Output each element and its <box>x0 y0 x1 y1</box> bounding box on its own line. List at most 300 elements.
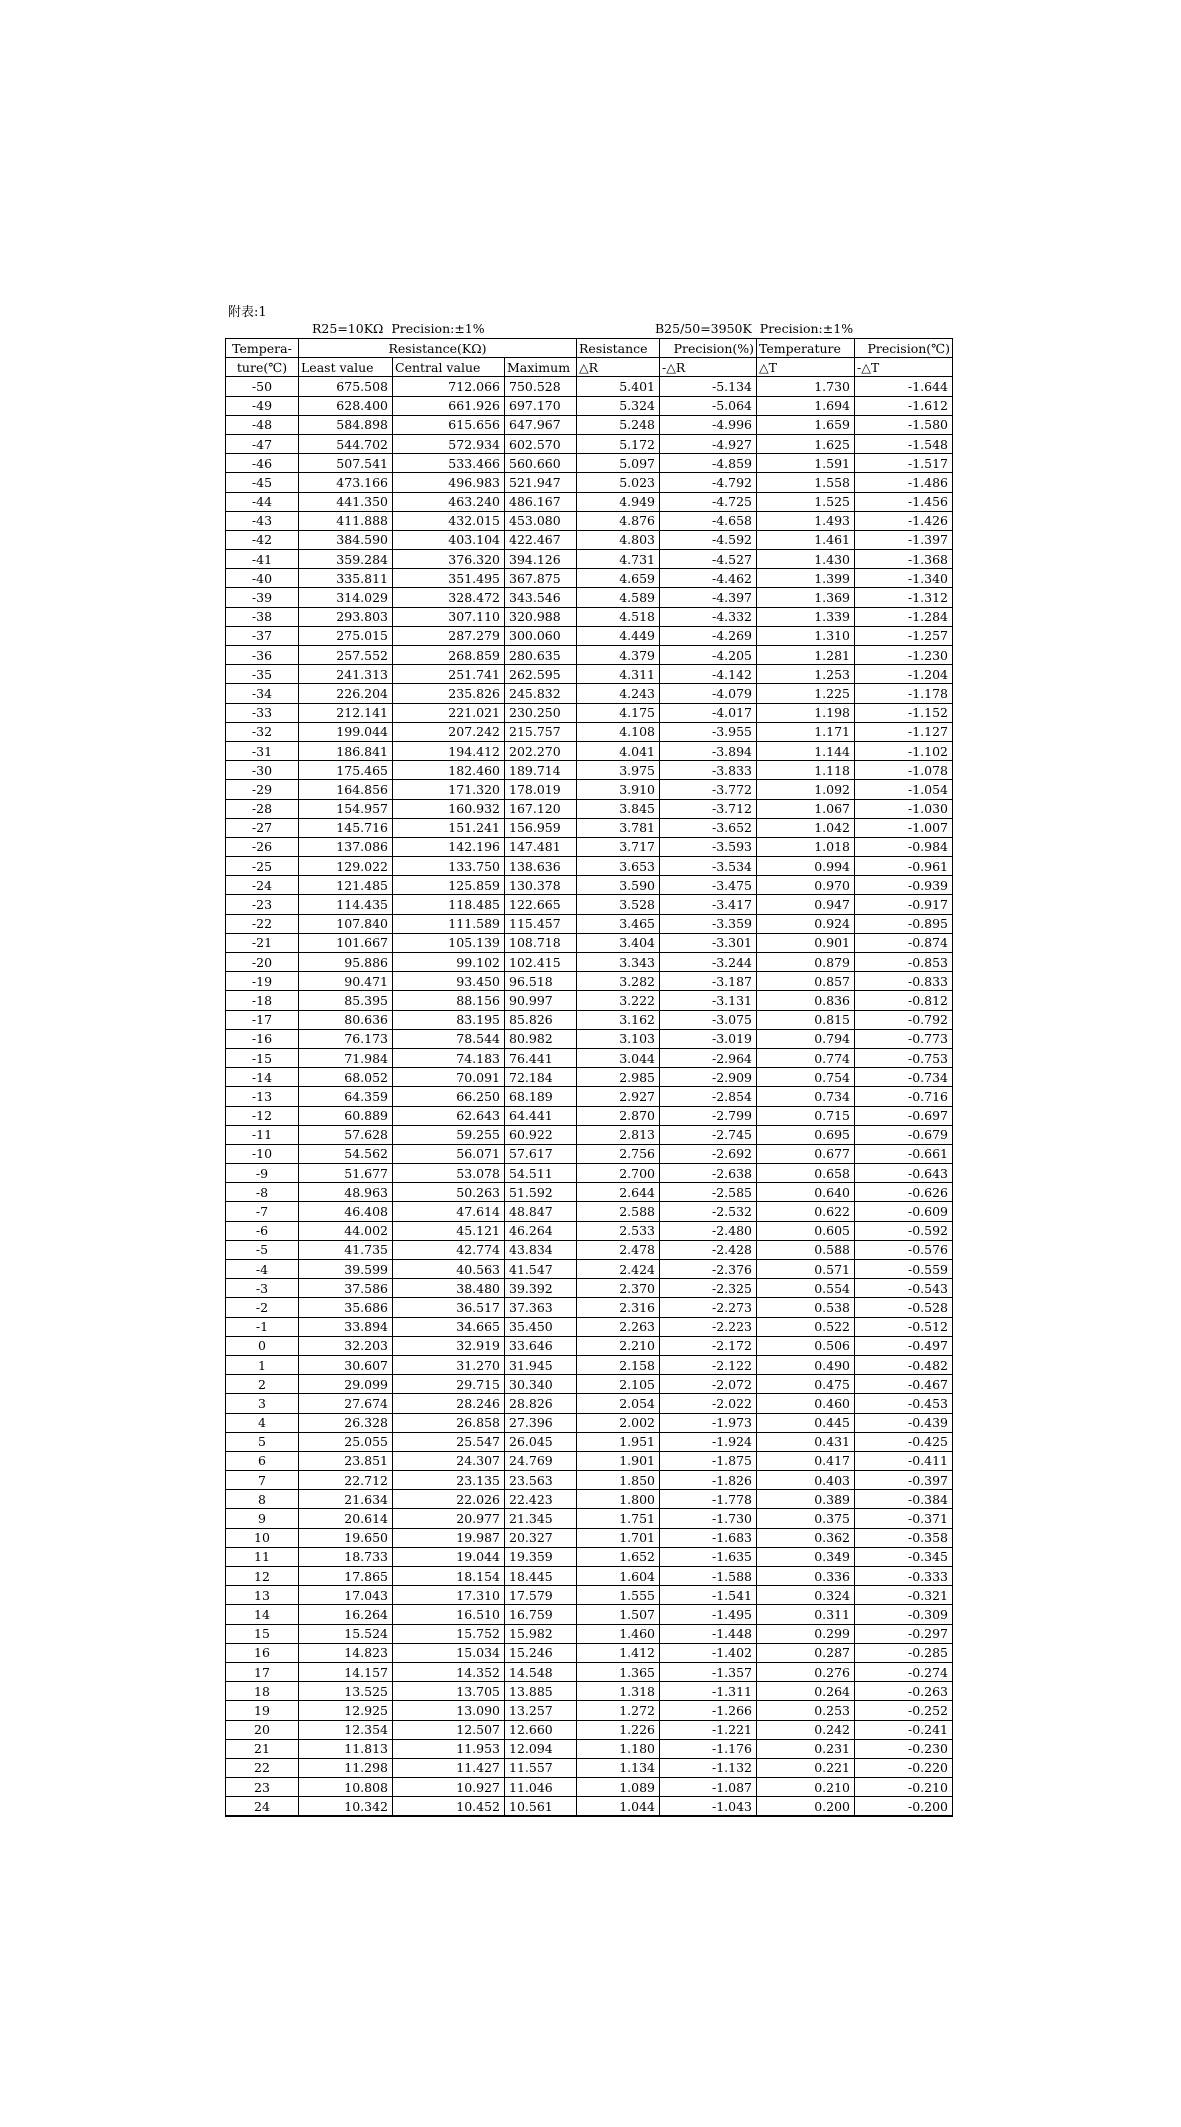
temperature-cell: -38 <box>226 607 299 626</box>
central-value-cell: 70.091 <box>393 1068 505 1087</box>
central-value-cell: 11.427 <box>393 1758 505 1777</box>
delta-t-neg-cell: -0.439 <box>855 1413 953 1432</box>
table-row <box>226 1164 953 1183</box>
central-value-cell: 13.090 <box>393 1701 505 1720</box>
central-value-cell: 40.563 <box>393 1260 505 1279</box>
central-value-cell: 34.665 <box>393 1317 505 1336</box>
maximum-cell: 31.945 <box>505 1355 577 1374</box>
temp-precision-header-b: Precision(℃) <box>855 339 953 358</box>
least-value-cell: 48.963 <box>299 1183 393 1202</box>
table-row <box>226 646 953 665</box>
temperature-cell: -27 <box>226 818 299 837</box>
least-value-cell: 11.813 <box>299 1739 393 1758</box>
central-value-cell: 533.466 <box>393 454 505 473</box>
temperature-cell: -28 <box>226 799 299 818</box>
delta-t-pos-cell: 0.658 <box>757 1164 855 1183</box>
maximum-cell: 697.170 <box>505 396 577 415</box>
delta-r-pos-cell: 4.518 <box>577 607 660 626</box>
delta-t-neg-cell: -1.127 <box>855 722 953 741</box>
delta-r-pos-cell: 1.701 <box>577 1528 660 1547</box>
delta-t-pos-cell: 1.067 <box>757 799 855 818</box>
delta-r-neg-cell: -4.462 <box>660 569 757 588</box>
temperature-cell: -32 <box>226 722 299 741</box>
maximum-cell: 245.832 <box>505 684 577 703</box>
delta-t-pos-cell: 0.857 <box>757 972 855 991</box>
delta-r-neg-cell: -3.593 <box>660 837 757 856</box>
delta-t-neg-cell: -0.210 <box>855 1778 953 1797</box>
central-value-cell: 403.104 <box>393 530 505 549</box>
delta-t-neg-cell: -0.559 <box>855 1260 953 1279</box>
delta-r-neg-cell: -1.683 <box>660 1528 757 1547</box>
central-value-cell: 93.450 <box>393 972 505 991</box>
delta-r-neg-cell: -2.273 <box>660 1298 757 1317</box>
table-row <box>226 1432 953 1451</box>
temperature-cell: -10 <box>226 1144 299 1163</box>
delta-r-pos-cell: 5.248 <box>577 415 660 434</box>
least-value-cell: 22.712 <box>299 1471 393 1490</box>
delta-r-pos-cell: 5.324 <box>577 396 660 415</box>
delta-t-pos-cell: 0.324 <box>757 1586 855 1605</box>
temperature-cell: 7 <box>226 1471 299 1490</box>
least-value-cell: 30.607 <box>299 1355 393 1374</box>
least-value-cell: 584.898 <box>299 415 393 434</box>
delta-r-pos-cell: 4.876 <box>577 511 660 530</box>
central-value-cell: 28.246 <box>393 1394 505 1413</box>
table-row <box>226 588 953 607</box>
table-row <box>226 991 953 1010</box>
delta-t-pos-cell: 1.493 <box>757 511 855 530</box>
temperature-cell: -26 <box>226 837 299 856</box>
table-row <box>226 1336 953 1355</box>
delta-t-pos-cell: 0.389 <box>757 1490 855 1509</box>
delta-r-neg-cell: -4.397 <box>660 588 757 607</box>
delta-r-pos-cell: 1.850 <box>577 1471 660 1490</box>
delta-t-pos-cell: 1.310 <box>757 626 855 645</box>
least-value-cell: 275.015 <box>299 626 393 645</box>
table-row <box>226 1260 953 1279</box>
table-row <box>226 1451 953 1470</box>
delta-t-neg-cell: -0.274 <box>855 1662 953 1681</box>
central-value-cell: 19.987 <box>393 1528 505 1547</box>
delta-t-neg-cell: -1.204 <box>855 665 953 684</box>
delta-t-neg-cell: -1.612 <box>855 396 953 415</box>
maximum-cell: 51.592 <box>505 1183 577 1202</box>
central-value-cell: 251.741 <box>393 665 505 684</box>
delta-t-pos-cell: 1.339 <box>757 607 855 626</box>
table-row <box>226 914 953 933</box>
maximum-cell: 178.019 <box>505 780 577 799</box>
temperature-cell: -25 <box>226 857 299 876</box>
delta-t-neg-cell: -0.358 <box>855 1528 953 1547</box>
delta-r-pos-cell: 3.528 <box>577 895 660 914</box>
delta-r-neg-cell: -4.142 <box>660 665 757 684</box>
delta-r-neg-cell: -4.859 <box>660 454 757 473</box>
delta-t-pos-cell: 0.901 <box>757 933 855 952</box>
central-value-cell: 74.183 <box>393 1048 505 1067</box>
delta-r-pos-cell: 4.731 <box>577 550 660 569</box>
central-value-cell: 171.320 <box>393 780 505 799</box>
delta-t-neg-cell: -0.874 <box>855 933 953 952</box>
least-value-cell: 628.400 <box>299 396 393 415</box>
maximum-cell: 85.826 <box>505 1010 577 1029</box>
delta-t-pos-cell: 0.622 <box>757 1202 855 1221</box>
table-row <box>226 1394 953 1413</box>
maximum-cell: 156.959 <box>505 818 577 837</box>
delta-r-neg-cell: -3.894 <box>660 741 757 760</box>
delta-t-neg-cell: -0.697 <box>855 1106 953 1125</box>
delta-r-neg-cell: -1.357 <box>660 1662 757 1681</box>
delta-r-neg-cell: -3.075 <box>660 1010 757 1029</box>
delta-r-pos-cell: 3.845 <box>577 799 660 818</box>
delta-t-neg-cell: -0.200 <box>855 1797 953 1817</box>
delta-t-pos-cell: 1.225 <box>757 684 855 703</box>
delta-r-pos-cell: 3.590 <box>577 876 660 895</box>
central-value-cell: 88.156 <box>393 991 505 1010</box>
delta-r-neg-cell: -3.417 <box>660 895 757 914</box>
delta-r-pos-cell: 2.870 <box>577 1106 660 1125</box>
delta-r-neg-cell: -1.402 <box>660 1643 757 1662</box>
central-value-cell: 12.507 <box>393 1720 505 1739</box>
delta-r-pos-cell: 5.097 <box>577 454 660 473</box>
temperature-cell: -18 <box>226 991 299 1010</box>
central-value-cell: 661.926 <box>393 396 505 415</box>
delta-t-pos-cell: 0.221 <box>757 1758 855 1777</box>
temperature-cell: -3 <box>226 1279 299 1298</box>
delta-t-pos-cell: 0.640 <box>757 1183 855 1202</box>
central-value-cell: 15.752 <box>393 1624 505 1643</box>
temperature-cell: -47 <box>226 434 299 453</box>
least-value-cell: 51.677 <box>299 1164 393 1183</box>
maximum-cell: 37.363 <box>505 1298 577 1317</box>
temperature-cell: -20 <box>226 953 299 972</box>
temperature-cell: -24 <box>226 876 299 895</box>
temperature-cell: -36 <box>226 646 299 665</box>
delta-t-pos-cell: 0.677 <box>757 1144 855 1163</box>
maximum-cell: 10.561 <box>505 1797 577 1817</box>
delta-t-pos-cell: 0.210 <box>757 1778 855 1797</box>
table-row <box>226 1279 953 1298</box>
delta-r-pos-cell: 4.589 <box>577 588 660 607</box>
delta-t-pos-cell: 0.836 <box>757 991 855 1010</box>
table-row <box>226 1106 953 1125</box>
delta-t-pos-cell: 1.118 <box>757 761 855 780</box>
delta-r-neg-cell: -4.269 <box>660 626 757 645</box>
delta-r-neg-cell: -1.541 <box>660 1586 757 1605</box>
central-value-cell: 45.121 <box>393 1221 505 1240</box>
delta-r-neg-cell: -4.332 <box>660 607 757 626</box>
delta-r-pos-cell: 2.210 <box>577 1336 660 1355</box>
delta-t-pos-cell: 0.754 <box>757 1068 855 1087</box>
temperature-cell: -11 <box>226 1125 299 1144</box>
table-row <box>226 876 953 895</box>
table-row <box>226 1605 953 1624</box>
maximum-cell: 28.826 <box>505 1394 577 1413</box>
least-value-cell: 18.733 <box>299 1547 393 1566</box>
maximum-cell: 60.922 <box>505 1125 577 1144</box>
delta-t-pos-cell: 1.659 <box>757 415 855 434</box>
central-value-cell: 268.859 <box>393 646 505 665</box>
least-value-cell: 121.485 <box>299 876 393 895</box>
temperature-cell: 16 <box>226 1643 299 1662</box>
central-value-cell: 36.517 <box>393 1298 505 1317</box>
maximum-cell: 367.875 <box>505 569 577 588</box>
delta-t-neg-cell: -1.548 <box>855 434 953 453</box>
delta-t-neg-cell: -0.241 <box>855 1720 953 1739</box>
delta-r-neg-cell: -1.132 <box>660 1758 757 1777</box>
delta-t-neg-cell: -0.512 <box>855 1317 953 1336</box>
delta-t-pos-cell: 0.287 <box>757 1643 855 1662</box>
delta-r-neg-cell: -5.064 <box>660 396 757 415</box>
temperature-cell: -41 <box>226 550 299 569</box>
table-row <box>226 1682 953 1701</box>
delta-r-pos-cell: 5.172 <box>577 434 660 453</box>
delta-r-pos-cell: 3.781 <box>577 818 660 837</box>
delta-r-pos-cell: 3.465 <box>577 914 660 933</box>
delta-t-neg-cell: -1.030 <box>855 799 953 818</box>
delta-t-pos-cell: 0.375 <box>757 1509 855 1528</box>
temperature-cell: 5 <box>226 1432 299 1451</box>
delta-r-neg-cell: -1.266 <box>660 1701 757 1720</box>
least-value-cell: 71.984 <box>299 1048 393 1067</box>
delta-r-neg-cell: -1.635 <box>660 1547 757 1566</box>
temperature-cell: -42 <box>226 530 299 549</box>
delta-t-pos-cell: 0.588 <box>757 1240 855 1259</box>
temperature-cell: -44 <box>226 492 299 511</box>
temperature-cell: 20 <box>226 1720 299 1739</box>
table-row <box>226 415 953 434</box>
delta-t-pos-cell: 1.369 <box>757 588 855 607</box>
table-row <box>226 1029 953 1048</box>
delta-r-neg-cell: -1.730 <box>660 1509 757 1528</box>
least-value-cell: 32.203 <box>299 1336 393 1355</box>
temperature-cell: -7 <box>226 1202 299 1221</box>
maximum-cell: 147.481 <box>505 837 577 856</box>
maximum-cell: 76.441 <box>505 1048 577 1067</box>
table-row <box>226 665 953 684</box>
table-row <box>226 895 953 914</box>
temperature-cell: 18 <box>226 1682 299 1701</box>
delta-t-pos-cell: 0.231 <box>757 1739 855 1758</box>
delta-r-neg-cell: -4.725 <box>660 492 757 511</box>
temp-header-top: Tempera- <box>226 339 299 358</box>
temperature-cell: -12 <box>226 1106 299 1125</box>
least-value-cell: 90.471 <box>299 972 393 991</box>
temperature-cell: -43 <box>226 511 299 530</box>
delta-t-neg-cell: -0.792 <box>855 1010 953 1029</box>
least-value-cell: 54.562 <box>299 1144 393 1163</box>
table-row <box>226 396 953 415</box>
maximum-cell: 19.359 <box>505 1547 577 1566</box>
delta-r-pos-cell: 4.108 <box>577 722 660 741</box>
least-value-cell: 68.052 <box>299 1068 393 1087</box>
central-value-cell: 463.240 <box>393 492 505 511</box>
delta-r-pos-cell: 3.404 <box>577 933 660 952</box>
table-row <box>226 492 953 511</box>
table-row <box>226 1586 953 1605</box>
delta-r-pos-cell: 4.659 <box>577 569 660 588</box>
table-row <box>226 1797 953 1817</box>
central-value-cell: 99.102 <box>393 953 505 972</box>
maximum-cell: 11.557 <box>505 1758 577 1777</box>
temperature-cell: -49 <box>226 396 299 415</box>
least-value-cell: 411.888 <box>299 511 393 530</box>
temperature-cell: 19 <box>226 1701 299 1720</box>
table-row <box>226 780 953 799</box>
delta-t-pos-cell: 0.349 <box>757 1547 855 1566</box>
delta-r-neg-cell: -1.448 <box>660 1624 757 1643</box>
delta-r-neg-cell: -3.359 <box>660 914 757 933</box>
delta-r-neg-cell: -1.043 <box>660 1797 757 1817</box>
delta-r-neg-cell: -2.745 <box>660 1125 757 1144</box>
table-row <box>226 837 953 856</box>
delta-t-pos-cell: 1.430 <box>757 550 855 569</box>
delta-r-pos-cell: 1.751 <box>577 1509 660 1528</box>
central-value-cell: 712.066 <box>393 377 505 396</box>
maximum-cell: 15.246 <box>505 1643 577 1662</box>
delta-t-pos-cell: 0.506 <box>757 1336 855 1355</box>
delta-t-pos-cell: 0.879 <box>757 953 855 972</box>
maximum-cell: 12.094 <box>505 1739 577 1758</box>
table-row <box>226 1701 953 1720</box>
delta-r-pos-cell: 2.478 <box>577 1240 660 1259</box>
least-value-cell: 25.055 <box>299 1432 393 1451</box>
maximum-cell: 14.548 <box>505 1662 577 1681</box>
delta-r-neg-cell: -1.973 <box>660 1413 757 1432</box>
delta-t-pos-cell: 0.336 <box>757 1567 855 1586</box>
delta-t-neg-cell: -1.486 <box>855 473 953 492</box>
table-row <box>226 454 953 473</box>
delta-r-pos-cell: 2.985 <box>577 1068 660 1087</box>
delta-t-pos-cell: 1.399 <box>757 569 855 588</box>
central-value-cell: 66.250 <box>393 1087 505 1106</box>
delta-t-neg-cell: -0.252 <box>855 1701 953 1720</box>
delta-r-neg-cell: -3.712 <box>660 799 757 818</box>
table-row <box>226 1221 953 1240</box>
temperature-cell: -16 <box>226 1029 299 1048</box>
delta-r-neg-cell: -2.223 <box>660 1317 757 1336</box>
delta-r-pos-cell: 2.158 <box>577 1355 660 1374</box>
delta-t-pos-cell: 0.490 <box>757 1355 855 1374</box>
delta-t-neg-cell: -0.528 <box>855 1298 953 1317</box>
temperature-cell: 22 <box>226 1758 299 1777</box>
delta-r-neg-cell: -2.325 <box>660 1279 757 1298</box>
maximum-cell: 16.759 <box>505 1605 577 1624</box>
delta-t-neg-cell: -0.984 <box>855 837 953 856</box>
delta-t-neg-cell: -1.152 <box>855 703 953 722</box>
temperature-cell: 11 <box>226 1547 299 1566</box>
delta-r-pos-cell: 4.041 <box>577 741 660 760</box>
central-value-cell: 235.826 <box>393 684 505 703</box>
table-row <box>226 1202 953 1221</box>
delta-t-pos-cell: 0.299 <box>757 1624 855 1643</box>
central-value-cell: 351.495 <box>393 569 505 588</box>
central-value-cell: 25.547 <box>393 1432 505 1451</box>
table-row <box>226 1240 953 1259</box>
central-value-cell: 19.044 <box>393 1547 505 1566</box>
delta-t-pos-cell: 0.460 <box>757 1394 855 1413</box>
temperature-cell: 6 <box>226 1451 299 1470</box>
central-value-cell: 151.241 <box>393 818 505 837</box>
least-value-cell: 359.284 <box>299 550 393 569</box>
least-value-cell: 137.086 <box>299 837 393 856</box>
b25-spec: B25/50=3950K Precision:±1% <box>655 321 854 336</box>
temp-precision-header-a: Temperature <box>757 339 855 358</box>
least-value-cell: 95.886 <box>299 953 393 972</box>
delta-t-pos-cell: 0.242 <box>757 1720 855 1739</box>
delta-r-pos-cell: 4.379 <box>577 646 660 665</box>
delta-t-neg-cell: -1.078 <box>855 761 953 780</box>
least-value-cell: 19.650 <box>299 1528 393 1547</box>
delta-t-neg-cell: -0.321 <box>855 1586 953 1605</box>
delta-r-neg-cell: -1.875 <box>660 1451 757 1470</box>
maximum-cell: 96.518 <box>505 972 577 991</box>
table-row <box>226 1317 953 1336</box>
delta-r-pos-cell: 2.813 <box>577 1125 660 1144</box>
delta-t-neg-cell: -1.054 <box>855 780 953 799</box>
delta-t-neg-cell: -1.644 <box>855 377 953 396</box>
maximum-cell: 486.167 <box>505 492 577 511</box>
temperature-cell: -15 <box>226 1048 299 1067</box>
table-row <box>226 703 953 722</box>
delta-r-pos-cell: 3.044 <box>577 1048 660 1067</box>
table-row <box>226 1375 953 1394</box>
least-value-cell: 114.435 <box>299 895 393 914</box>
delta-r-neg-cell: -2.072 <box>660 1375 757 1394</box>
least-value-cell: 37.586 <box>299 1279 393 1298</box>
maximum-cell: 422.467 <box>505 530 577 549</box>
least-value-cell: 145.716 <box>299 818 393 837</box>
maximum-cell: 115.457 <box>505 914 577 933</box>
delta-r-neg-cell: -3.019 <box>660 1029 757 1048</box>
central-value-cell: 53.078 <box>393 1164 505 1183</box>
least-value-cell: 101.667 <box>299 933 393 952</box>
least-value-cell: 26.328 <box>299 1413 393 1432</box>
delta-t-pos-cell: 1.461 <box>757 530 855 549</box>
delta-r-neg-cell: -2.376 <box>660 1260 757 1279</box>
least-value-cell: 199.044 <box>299 722 393 741</box>
table-row <box>226 1355 953 1374</box>
temperature-cell: -33 <box>226 703 299 722</box>
delta-t-neg-cell: -0.643 <box>855 1164 953 1183</box>
maximum-cell: 80.982 <box>505 1029 577 1048</box>
table-row <box>226 511 953 530</box>
table-row <box>226 1048 953 1067</box>
temperature-cell: 23 <box>226 1778 299 1797</box>
delta-t-neg-cell: -0.576 <box>855 1240 953 1259</box>
central-value-cell: 56.071 <box>393 1144 505 1163</box>
temperature-cell: -37 <box>226 626 299 645</box>
delta-r-pos-cell: 3.910 <box>577 780 660 799</box>
maximum-cell: 108.718 <box>505 933 577 952</box>
delta-r-pos-cell: 1.089 <box>577 1778 660 1797</box>
table-row <box>226 972 953 991</box>
delta-t-pos-cell: 0.445 <box>757 1413 855 1432</box>
delta-t-neg-cell: -1.368 <box>855 550 953 569</box>
central-value-cell: 38.480 <box>393 1279 505 1298</box>
delta-r-neg-cell: -4.658 <box>660 511 757 530</box>
least-value-cell: 17.865 <box>299 1567 393 1586</box>
delta-r-neg-cell: -5.134 <box>660 377 757 396</box>
maximum-cell: 521.947 <box>505 473 577 492</box>
temperature-cell: 15 <box>226 1624 299 1643</box>
delta-r-pos-cell: 1.951 <box>577 1432 660 1451</box>
maximum-cell: 30.340 <box>505 1375 577 1394</box>
delta-t-pos-cell: 1.253 <box>757 665 855 684</box>
least-value-cell: 35.686 <box>299 1298 393 1317</box>
table-row <box>226 857 953 876</box>
central-value-cell: 26.858 <box>393 1413 505 1432</box>
delta-t-pos-cell: 1.144 <box>757 741 855 760</box>
